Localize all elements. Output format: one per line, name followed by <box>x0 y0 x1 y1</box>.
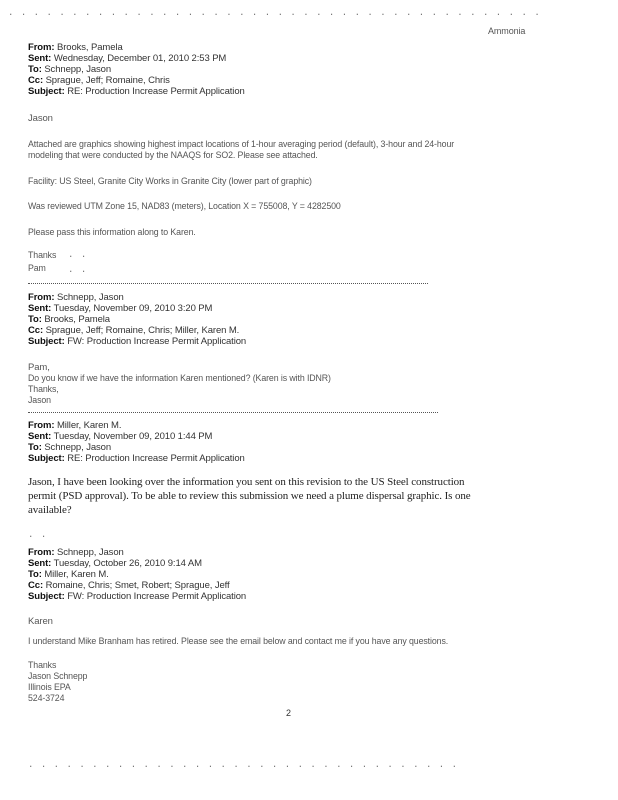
scan-artifact-bottom: . . . . . . . . . . . . . . . . . . . . . . . . . . . . . . . . . . <box>28 760 459 770</box>
email2-cc-value: Sprague, Jeff; Romaine, Chris; Miller, Karen M. <box>45 325 240 336</box>
email2-to <box>28 314 110 325</box>
email1-from-value: Brooks, Pamela <box>56 42 123 53</box>
email3-sent <box>28 431 212 442</box>
email4-sent <box>28 558 202 569</box>
scan-artifact-top: . . . . . . . . . . . . . . . . . . . . . . . . . . . . . . . . . . . . . . . . . . <box>8 8 541 18</box>
email3-sent-label: Sent: <box>28 431 52 442</box>
email2-sent-label: Sent: <box>28 303 52 314</box>
email1-body-line1: Attached are graphics showing highest impact locations of 1-hour averaging period (default), 3-hour and 24-hour <box>28 139 455 149</box>
email1-body-line3: Facility: US Steel, Granite City Works in Granite City (lower part of graphic) <box>28 176 312 186</box>
email4-subject-label: Subject: <box>28 591 65 602</box>
email1-to-label: To: <box>28 64 42 75</box>
email2-sent-value: Tuesday, November 09, 2010 3:20 PM <box>53 303 213 314</box>
email1-sent <box>28 53 226 64</box>
email3-to-value: Schnepp, Jason <box>44 442 112 453</box>
email4-body-line1: I understand Mike Branham has retired. Please see the email below and contact me if you have any questions. <box>28 636 449 646</box>
email2-signature: Jason <box>28 395 51 405</box>
email3-to-label: To: <box>28 442 42 453</box>
email1-cc-label: Cc: <box>28 75 44 86</box>
email2-from-value: Schnepp, Jason <box>56 292 124 303</box>
email1-subject-value: RE: Production Increase Permit Application <box>67 86 245 97</box>
email2-subject <box>28 336 246 347</box>
email3-sent-value: Tuesday, November 09, 2010 1:44 PM <box>53 431 213 442</box>
email1-closing: Thanks <box>28 250 57 260</box>
email3-from-label: From: <box>28 420 55 431</box>
email2-from <box>28 292 124 303</box>
email1-from-label: From: <box>28 42 55 53</box>
email3-from-value: Miller, Karen M. <box>56 420 122 431</box>
scan-artifact-1: . . <box>68 250 88 260</box>
email3-subject <box>28 453 245 464</box>
separator-2 <box>28 412 438 413</box>
email4-sig-org: Illinois EPA <box>28 682 71 692</box>
email2-to-value: Brooks, Pamela <box>44 314 110 325</box>
email1-body-line2: modeling that were conducted by the NAAQS for SO2. Please see attached. <box>28 150 318 160</box>
email2-closing: Thanks, <box>28 384 59 394</box>
email4-cc <box>28 580 230 591</box>
email2-sent <box>28 303 212 314</box>
email1-to <box>28 64 111 75</box>
email3-subject-label: Subject: <box>28 453 65 464</box>
separator-1 <box>28 283 428 284</box>
email2-body-line1: Do you know if we have the information Karen mentioned? (Karen is with IDNR) <box>28 373 331 383</box>
email3-from <box>28 420 121 431</box>
email4-from-label: From: <box>28 547 55 558</box>
email4-sent-label: Sent: <box>28 558 52 569</box>
email4-salutation: Karen <box>28 616 53 627</box>
email4-to-value: Miller, Karen M. <box>44 569 109 580</box>
email4-subject <box>28 591 246 602</box>
email4-sig-name: Jason Schnepp <box>28 671 88 681</box>
email3-body-line3: available? <box>28 504 72 516</box>
email1-to-value: Schnepp, Jason <box>44 64 112 75</box>
email2-subject-label: Subject: <box>28 336 65 347</box>
email1-signature: Pam <box>28 263 46 273</box>
email3-body-line1: Jason, I have been looking over the information you sent on this revision to the US Steel construction <box>28 476 465 488</box>
email4-closing: Thanks <box>28 660 57 670</box>
email1-body-line5: Please pass this information along to Karen. <box>28 227 196 237</box>
email2-cc-label: Cc: <box>28 325 44 336</box>
email1-sent-value: Wednesday, December 01, 2010 2:53 PM <box>53 53 227 64</box>
email1-body-line4: Was reviewed UTM Zone 15, NAD83 (meters), Location X = 755008, Y = 4282500 <box>28 201 341 211</box>
email4-to-label: To: <box>28 569 42 580</box>
email3-body-line2: permit (PSD approval). To be able to review this submission we need a plume dispersal graphic. Is one <box>28 490 471 502</box>
email4-sig-phone: 524-3724 <box>28 693 65 703</box>
email3-subject-value: RE: Production Increase Permit Application <box>67 453 245 464</box>
scan-artifact-3: . . <box>28 530 48 540</box>
email4-cc-value: Romaine, Chris; Smet, Robert; Sprague, Jeff <box>45 580 230 591</box>
email2-from-label: From: <box>28 292 55 303</box>
email3-to <box>28 442 111 453</box>
email1-from <box>28 42 123 53</box>
email4-subject-value: FW: Production Increase Permit Application <box>67 591 247 602</box>
email1-subject <box>28 86 245 97</box>
email2-to-label: To: <box>28 314 42 325</box>
email1-cc <box>28 75 170 86</box>
email4-sent-value: Tuesday, October 26, 2010 9:14 AM <box>53 558 202 569</box>
email1-subject-label: Subject: <box>28 86 65 97</box>
email4-from-value: Schnepp, Jason <box>56 547 124 558</box>
email4-cc-label: Cc: <box>28 580 44 591</box>
email2-subject-value: FW: Production Increase Permit Application <box>67 336 247 347</box>
email2-salutation: Pam, <box>28 362 50 373</box>
corner-mark: Ammonia <box>488 26 526 36</box>
email4-from <box>28 547 124 558</box>
email1-cc-value: Sprague, Jeff; Romaine, Chris <box>45 75 170 86</box>
email1-sent-label: Sent: <box>28 53 52 64</box>
email4-to <box>28 569 109 580</box>
email2-cc <box>28 325 239 336</box>
scan-artifact-2: . . <box>68 265 88 275</box>
page-number: 2 <box>286 708 292 718</box>
email1-salutation: Jason <box>28 113 53 124</box>
